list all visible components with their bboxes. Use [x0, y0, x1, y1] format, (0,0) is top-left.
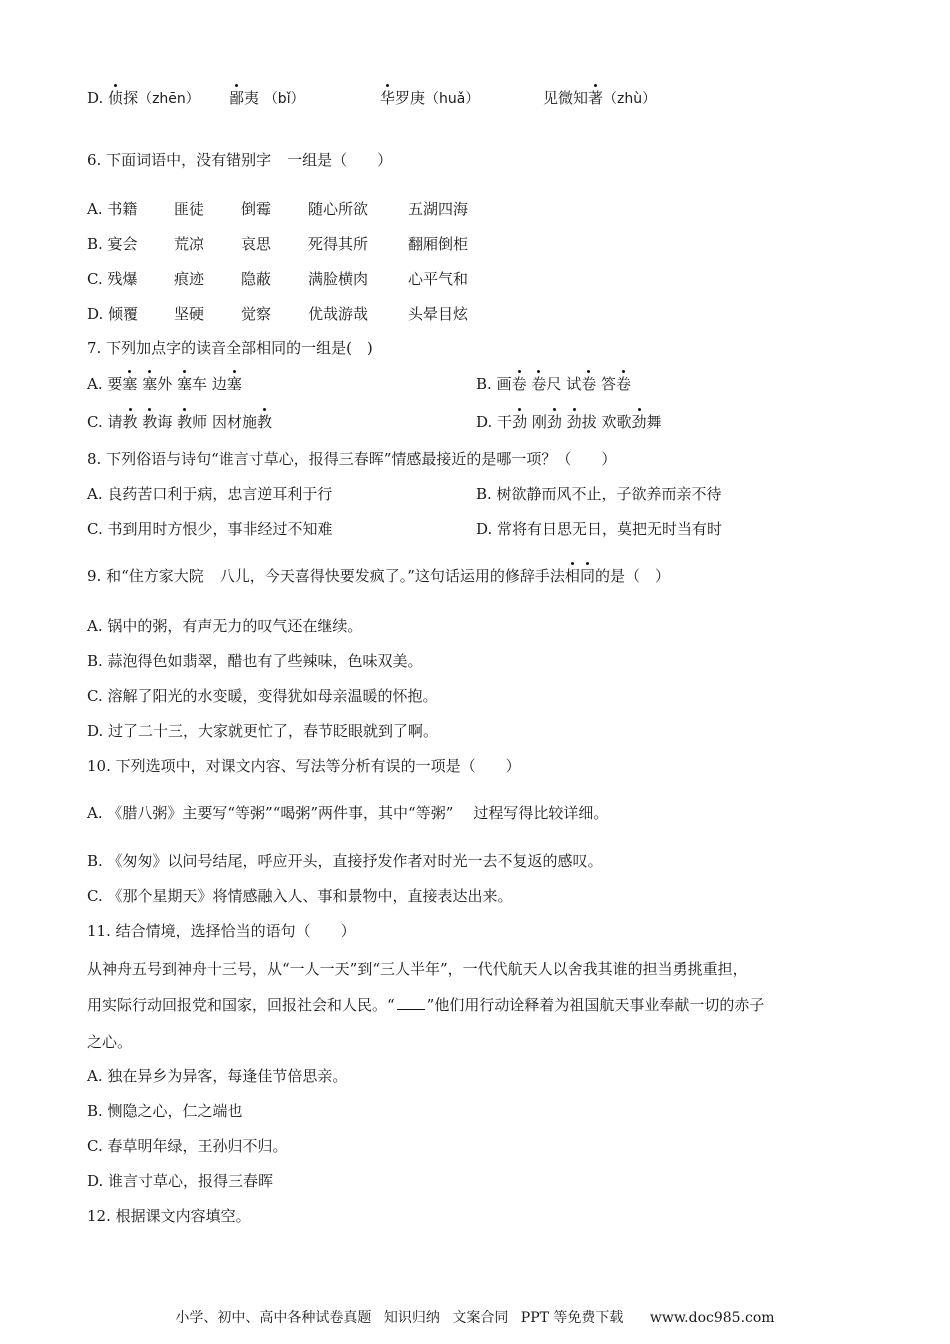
q5-word-1: 侦探（zhēn）	[108, 89, 200, 107]
q11-passage-line-1: 从神舟五号到神舟十三号，从“一人一天”到“三人半年”，一代代航天人以舍我其谁的担当勇挑重担，	[87, 960, 748, 978]
q7-option-b: B. 画卷 卷尺 试卷 答卷	[476, 375, 632, 393]
q7-option-d: D. 干劲 刚劲 劲拔 欢歌劲舞	[476, 413, 662, 431]
q12-stem: 12. 根据课文内容填空。	[87, 1207, 251, 1225]
q11-option-d: D. 谁言寸草心，报得三春晖	[87, 1172, 274, 1190]
q9-option-a: A. 锅中的粥，有声无力的叹气还在继续。	[87, 617, 363, 635]
answer-blank	[397, 995, 425, 1010]
q9-stem: 9. 和“住方家大院 八儿，今天喜得快要发疯了。”这句话运用的修辞手法相同的是（ ）	[87, 567, 670, 585]
q11-stem: 11. 结合情境，选择恰当的语句（ ）	[87, 922, 356, 940]
q5-word-2: 鄙夷 （bǐ）	[229, 89, 305, 107]
q10-option-c: C. 《那个星期天》将情感融入人、事和景物中，直接表达出来。	[87, 887, 513, 905]
q11-option-a: A. 独在异乡为异客，每逢佳节倍思亲。	[87, 1067, 348, 1085]
q5-word-4: 见微知著（zhù）	[543, 89, 657, 107]
q8-stem: 8. 下列俗语与诗句“谁言寸草心，报得三春晖”情感最接近的是哪一项？（ ）	[87, 450, 617, 468]
q9-option-c: C. 溶解了阳光的水变暖，变得犹如母亲温暖的怀抱。	[87, 687, 438, 705]
q7-option-c: C. 请教 教诲 教师 因材施教	[87, 413, 272, 431]
q6-stem: 6. 下面词语中，没有错别字 一组是（ ）	[87, 151, 393, 169]
q9-option-b: B. 蒜泡得色如翡翠，醋也有了些辣味，色味双美。	[87, 652, 423, 670]
q11-passage-line-2: 用实际行动回报党和国家，回报社会和人民。“ ”他们用行动诠释着为祖国航天事业奉献一切的赤子	[87, 996, 765, 1014]
q5-option-d: D. 侦探（zhēn）	[87, 89, 200, 107]
q8-option-a: A. 良药苦口利于病，忠言逆耳利于行	[87, 485, 333, 503]
q5-word-3: 华罗庚（huǎ）	[380, 89, 480, 107]
q7-option-a: A. 要塞 塞外 塞车 边塞	[87, 375, 242, 393]
q8-option-c: C. 书到用时方恨少，事非经过不知难	[87, 520, 333, 538]
q10-option-a: A. 《腊八粥》主要写“等粥”“喝粥”两件事，其中“等粥” 过程写得比较详细。	[87, 804, 609, 822]
q10-option-b: B. 《匆匆》以问号结尾，呼应开头，直接抒发作者对时光一去不复返的感叹。	[87, 852, 603, 870]
q8-option-d: D. 常将有日思无日，莫把无时当有时	[476, 520, 723, 538]
q7-stem: 7. 下列加点字的读音全部相同的一组是( )	[87, 339, 373, 357]
q8-option-b: B. 树欲静而风不止，子欲养而亲不待	[476, 485, 722, 503]
q9-option-d: D. 过了二十三，大家就更忙了，春节眨眼就到了啊。	[87, 722, 439, 740]
page-footer: 小学、初中、高中各种试卷真题 知识归纳 文案合同 PPT 等免费下载 www.doc985.com	[175, 1310, 775, 1326]
footer-url[interactable]: www.doc985.com	[649, 1310, 775, 1326]
q11-passage-line-3: 之心。	[87, 1033, 133, 1051]
q11-option-b: B. 恻隐之心，仁之端也	[87, 1102, 243, 1120]
q11-option-c: C. 春草明年绿，王孙归不归。	[87, 1137, 288, 1155]
q10-stem: 10. 下列选项中，对课文内容、写法等分析有误的一项是（ ）	[87, 757, 521, 775]
